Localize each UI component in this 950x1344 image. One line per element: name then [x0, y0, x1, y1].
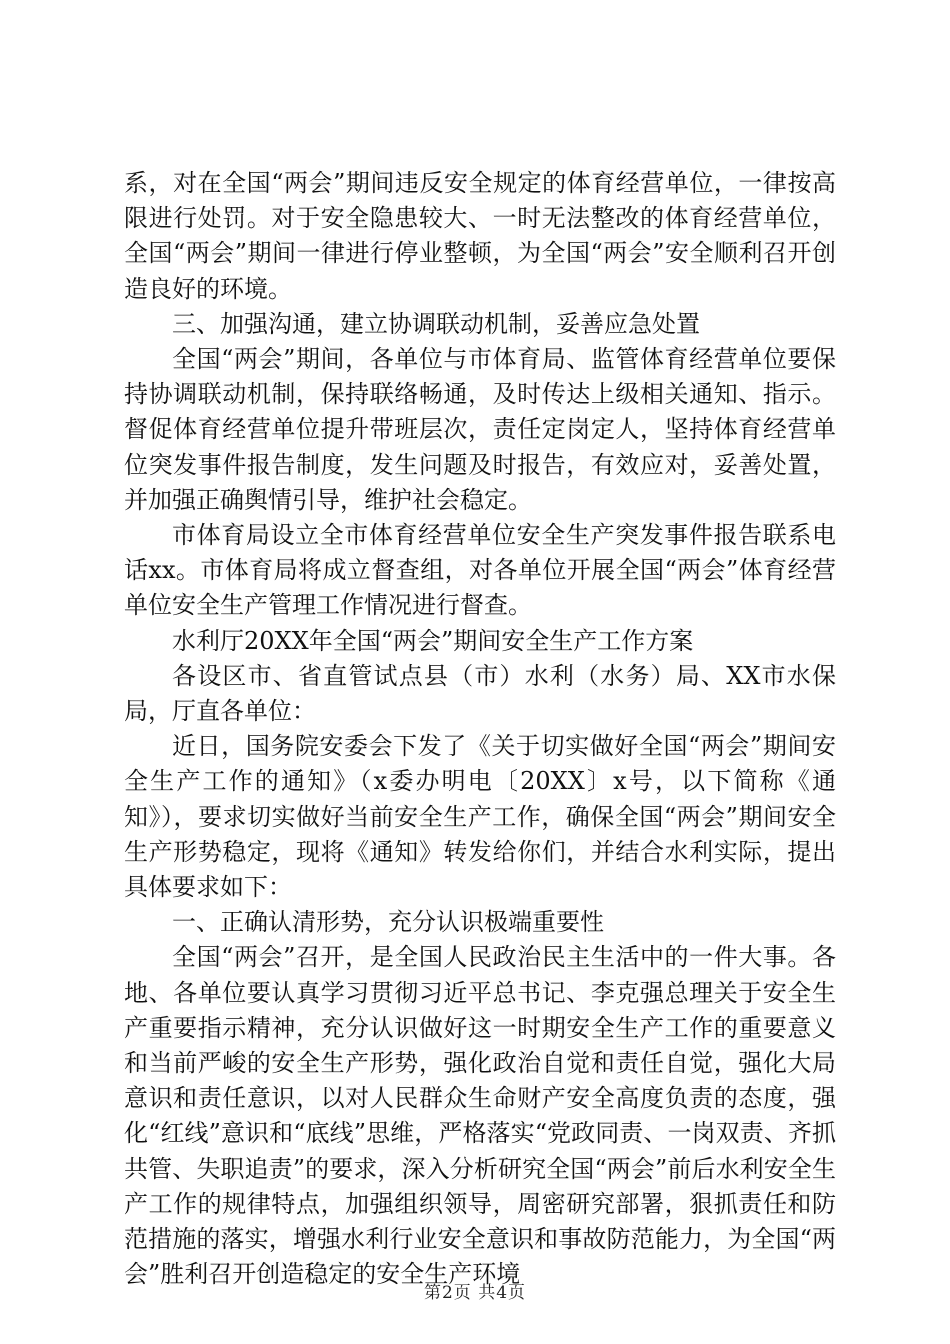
- paragraph: 市体育局设立全市体育经营单位安全生产突发事件报告联系电话xx。市体育局将成立督查组，对各单位开展全国“两会”体育经营单位安全生产管理工作情况进行督查。: [124, 521, 836, 620]
- section-heading-1: 一、正确认清形势，充分认识极端重要性: [172, 908, 604, 937]
- section-heading-3: 三、加强沟通，建立协调联动机制，妥善应急处置: [172, 309, 700, 338]
- paragraph: 全国“两会”期间，各单位与市体育局、监管体育经营单位要保持协调联动机制，保持联络畅通，及时传达上级相关通知、指示。督促体育经营单位提升带班层次，责任定岗定人，坚持体育经营单位突发事件报告制度，发生问题及时报告，有效应对，妥善处置，并加强正确舆情引导，维护社会稳定。: [124, 345, 836, 514]
- page-footer: 第2页 共4页: [423, 1283, 527, 1303]
- paragraph-continued: 系，对在全国“两会”期间违反安全规定的体育经营单位，一律按高限进行处罚。对于安全隐患较大、一时无法整改的体育经营单位，全国“两会”期间一律进行停业整顿，为全国“两会”安全顺利召开创造良好的环境。: [124, 169, 836, 303]
- document-title: 水利厅20XX年全国“两会”期间安全生产工作方案: [172, 626, 694, 655]
- document-body: [124, 166, 836, 1293]
- paragraph: 全国“两会”召开，是全国人民政治民主生活中的一件大事。各地、各单位要认真学习贯彻习近平总书记、李克强总理关于安全生产重要指示精神，充分认识做好这一时期安全生产工作的重要意义和当前严峻的安全生产形势，强化政治自觉和责任自觉，强化大局意识和责任意识，以对人民群众生命财产安全高度负责的态度，强化“红线”意识和“底线”思维，严格落实“党政同责、一岗双责、齐抓共管、失职追责”的要求，深入分析研究全国“两会”前后水利安全生产工作的规律特点，加强组织领导，周密研究部署，狠抓责任和防范措施的落实，增强水利行业安全意识和事故防范能力，为全国“两会”胜利召开创造稳定的安全生产环境: [124, 943, 836, 1289]
- addressee: 各设区市、省直管试点县（市）水利（水务）局、XX市水保局，厅直各单位：: [124, 661, 836, 726]
- paragraph: 近日，国务院安委会下发了《关于切实做好全国“两会”期间安全生产工作的通知》（x委办明电〔20XX〕x号，以下简称《通知》），要求切实做好当前安全生产工作，确保全国“两会”期间安全生产形势稳定，现将《通知》转发给你们，并结合水利实际，提出具体要求如下：: [124, 732, 836, 902]
